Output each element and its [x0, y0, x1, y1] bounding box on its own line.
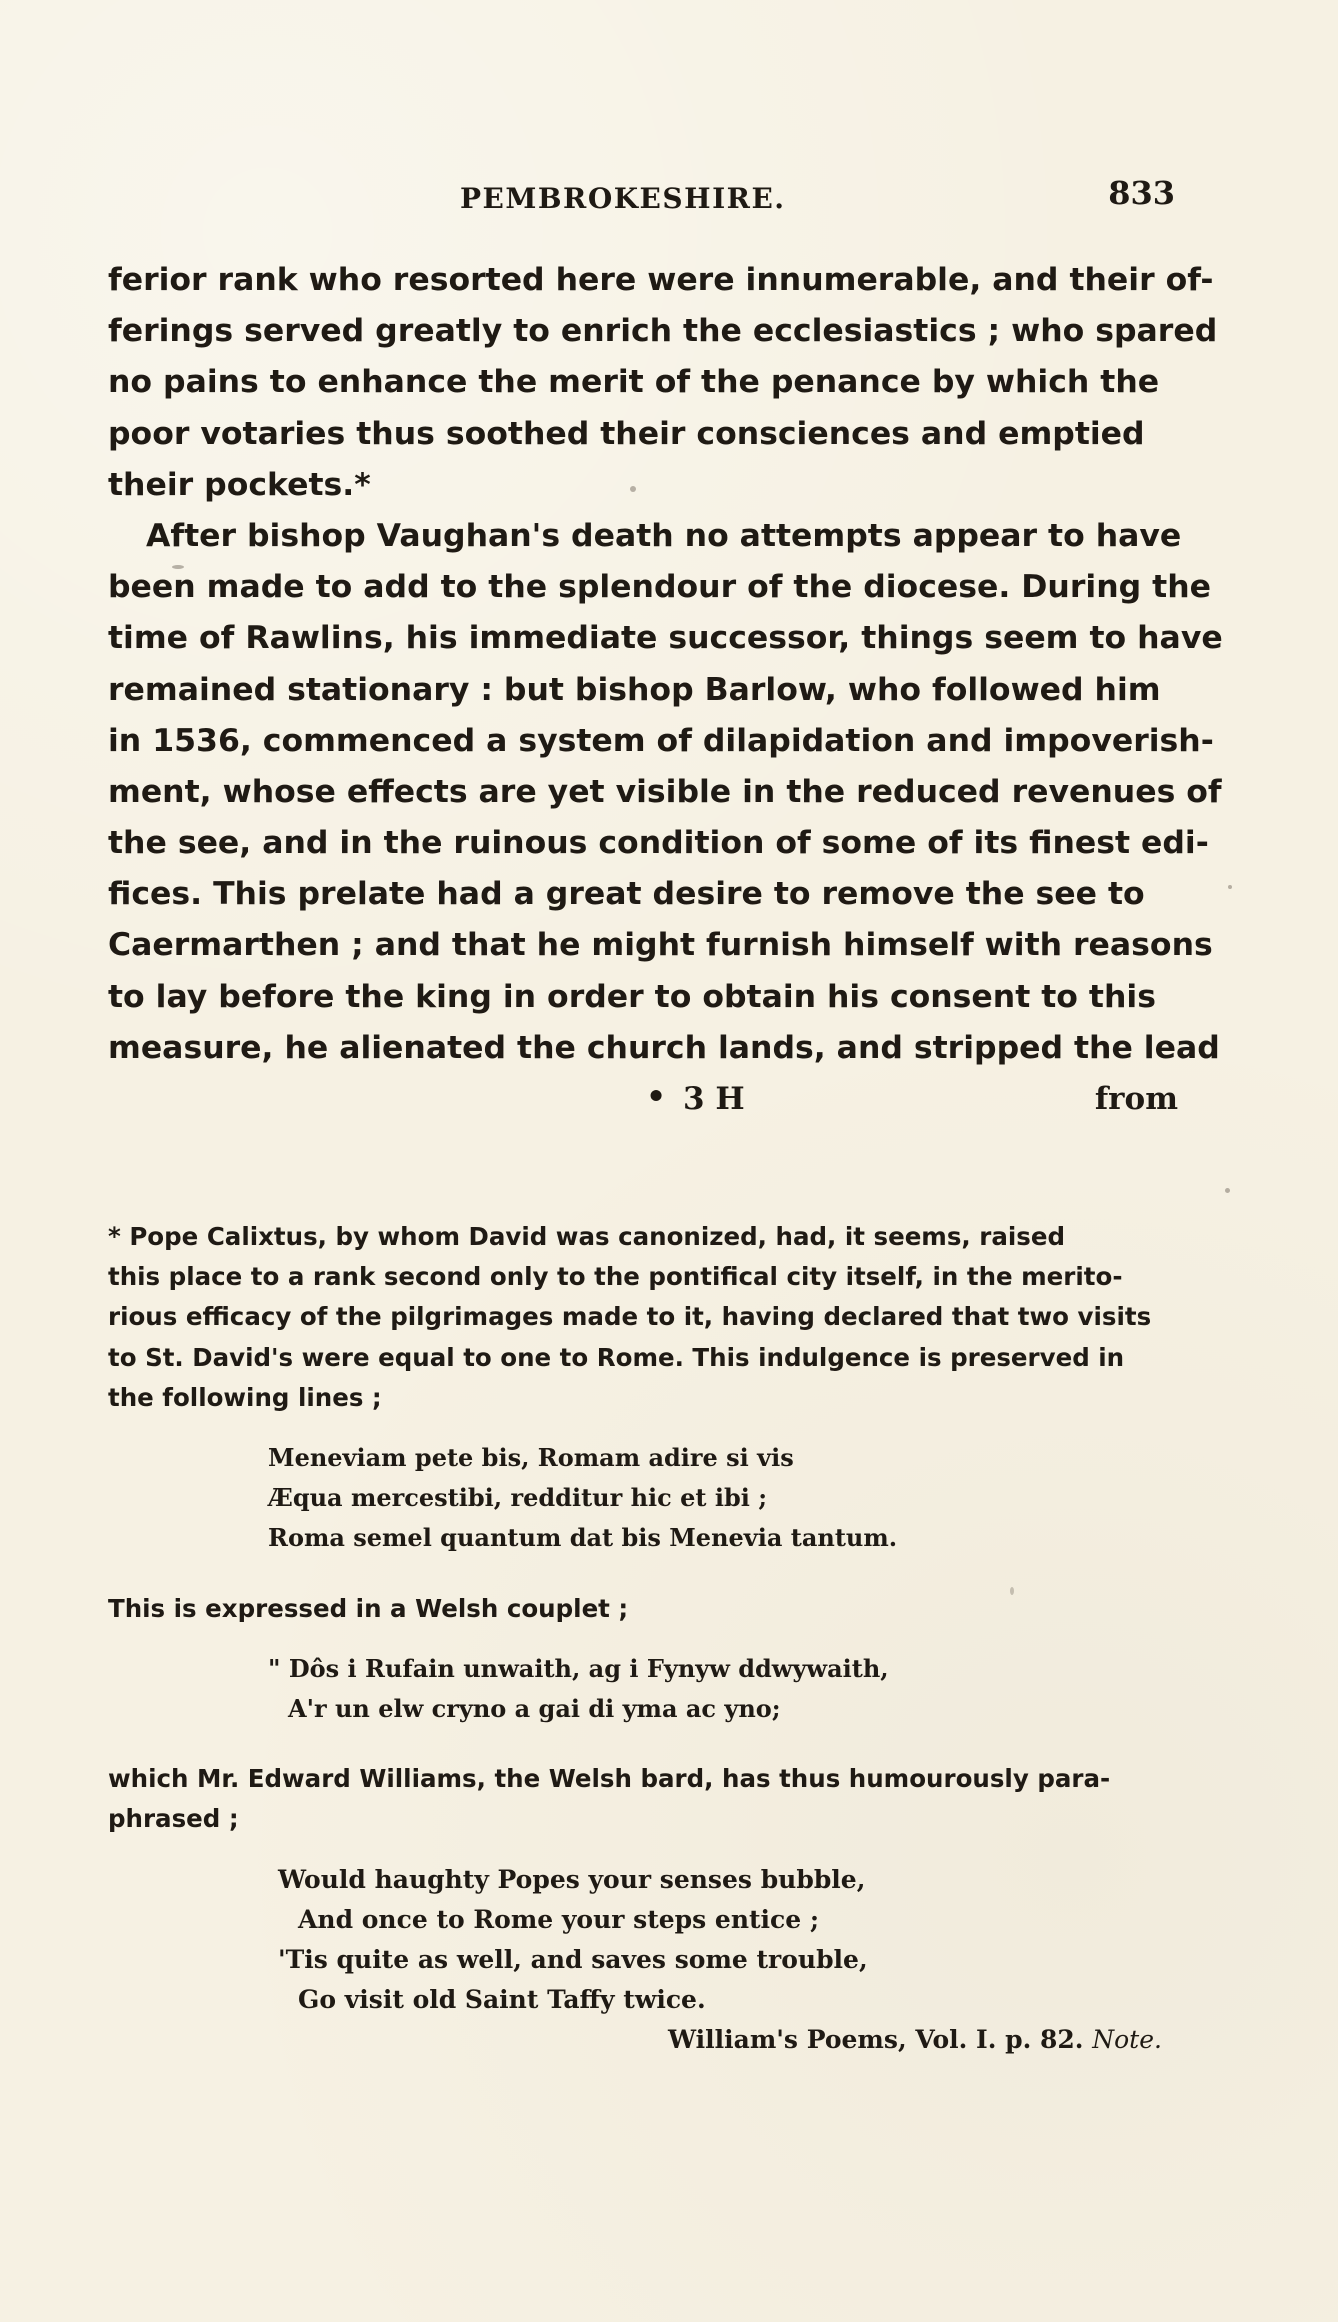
main-line-11: ment, whose effects are yet visible in the reduced revenues of — [108, 773, 1222, 810]
welsh-intro: This is expressed in a Welsh couplet ; — [108, 1593, 629, 1623]
main-line-3: no pains to enhance the merit of the penance by which the — [108, 364, 1160, 401]
page-number: 833 — [1108, 174, 1175, 212]
english-verse — [108, 1860, 1178, 2060]
main-line-12: the see, and in the ruinous condition of some of its finest edi- — [108, 825, 1209, 862]
latin-verse — [108, 1438, 1178, 1559]
catchword: from — [1094, 1081, 1178, 1117]
signature-dot: • — [646, 1079, 667, 1115]
main-line-6: After bishop Vaughan's death no attempts appear to have — [146, 517, 1182, 554]
welsh-verse-line-1: " Dôs i Rufain unwaith, ag i Fynyw ddwywaith, — [268, 1653, 889, 1683]
footnote-line-1: * Pope Calixtus, by whom David was canonized, had, it seems, raised — [108, 1222, 1066, 1251]
latin-verse-line-1: Meneviam pete bis, Romam adire si vis — [268, 1443, 794, 1473]
english-verse-line-3: 'Tis quite as well, and saves some trouble, — [278, 1944, 868, 1974]
paraphrase-line-2: phrased ; — [108, 1804, 239, 1834]
main-text — [108, 255, 1223, 1125]
footnote — [108, 1217, 1178, 2089]
main-line-4: poor votaries thus soothed their consciences and emptied — [108, 415, 1145, 452]
running-head: PEMBROKESHIRE. — [460, 182, 786, 215]
english-verse-line-4: Go visit old Saint Taffy twice. — [298, 1985, 706, 2015]
main-line-10: in 1536, commenced a system of dilapidation and impoverish- — [108, 722, 1214, 759]
citation: William's Poems, Vol. I. p. 82. — [668, 2025, 1084, 2055]
footnote-line-4: to St. David's were equal to one to Rome. This indulgence is preserved in — [108, 1342, 1125, 1372]
paper-speck — [1010, 1587, 1014, 1595]
main-line-8: time of Rawlins, his immediate successor, things seem to have — [108, 620, 1223, 657]
main-line-13: fices. This prelate had a great desire to remove the see to — [108, 876, 1145, 913]
paraphrase-line-1: which Mr. Edward Williams, the Welsh bard, has thus humourously para- — [108, 1764, 1111, 1794]
welsh-verse — [108, 1649, 1178, 1729]
paper-speck — [1228, 885, 1232, 889]
footnote-line-3: rious efficacy of the pilgrimages made to it, having declared that two visits — [108, 1302, 1152, 1332]
citation-note: Note. — [1092, 2025, 1162, 2055]
main-line-9: remained stationary : but bishop Barlow, who followed him — [108, 671, 1161, 708]
main-line-14: Caermarthen ; and that he might furnish himself with reasons — [108, 927, 1213, 964]
english-verse-line-2: And once to Rome your steps entice ; — [298, 1904, 820, 1934]
paper-speck — [1225, 1188, 1230, 1193]
main-line-15: to lay before the king in order to obtain his consent to this — [108, 978, 1156, 1015]
paper-speck — [172, 565, 184, 569]
signature-mark: 3 H — [683, 1081, 745, 1117]
main-line-1: ferior rank who resorted here were innumerable, and their of- — [108, 262, 1214, 298]
paper-speck — [630, 486, 636, 492]
latin-verse-line-2: Æqua mercestibi, redditur hic et ibi ; — [268, 1483, 768, 1513]
footnote-line-5: the following lines ; — [108, 1382, 382, 1412]
latin-verse-line-3: Roma semel quantum dat bis Menevia tantum. — [268, 1523, 898, 1553]
english-verse-line-1: Would haughty Popes your senses bubble, — [278, 1864, 866, 1894]
footnote-line-2: this place to a rank second only to the pontifical city itself, in the merito- — [108, 1262, 1123, 1292]
page-header — [460, 174, 1290, 232]
welsh-verse-line-2: A'r un elw cryno a gai di yma ac yno; — [288, 1693, 781, 1723]
main-line-2: ferings served greatly to enrich the ecclesiastics ; who spared — [108, 313, 1218, 350]
signature-line — [108, 1074, 1178, 1125]
main-line-5: their pockets.* — [108, 466, 371, 503]
main-line-16: measure, he alienated the church lands, and stripped the lead — [108, 1029, 1220, 1066]
main-line-7: been made to add to the splendour of the diocese. During the — [108, 569, 1211, 606]
citation-line — [668, 2020, 1338, 2059]
